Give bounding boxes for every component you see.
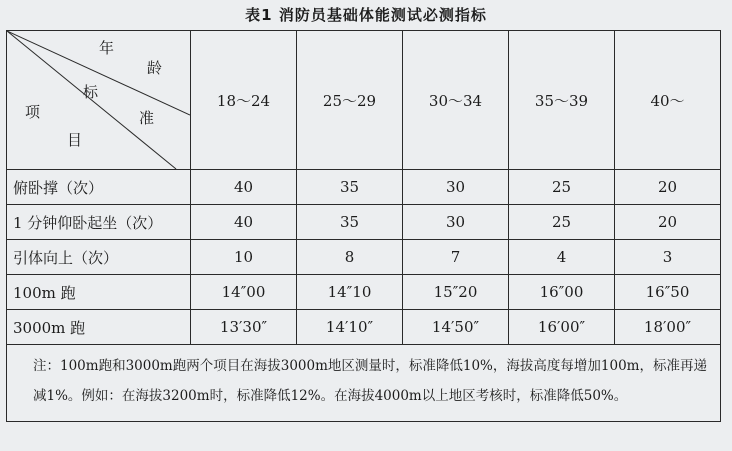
corner-age-char-1: 年 [99,39,115,57]
value-cell: 35 [297,205,403,240]
corner-item-char-2: 目 [67,131,83,149]
value-cell: 4 [509,240,615,275]
value-cell: 20 [615,170,721,205]
corner-standard-char-2: 准 [139,109,155,127]
note-row [7,345,721,422]
value-cell: 18′00″ [615,310,721,345]
table-row-sit-ups [7,205,721,240]
value-cell: 25 [509,170,615,205]
standards-grid [6,30,721,422]
value-cell: 7 [403,240,509,275]
value-cell: 14′50″ [403,310,509,345]
header-row [7,31,721,170]
value-cell: 16′00″ [509,310,615,345]
corner-header-cell [7,31,191,170]
item-label: 3000m 跑 [7,310,191,345]
age-header-18-24: 18～24 [191,31,297,170]
age-header-40-plus: 40～ [615,31,721,170]
corner-item-char-1: 项 [25,103,41,121]
value-cell: 40 [191,170,297,205]
table-row-100m-run [7,275,721,310]
item-label: 俯卧撑（次） [7,170,191,205]
value-cell: 30 [403,205,509,240]
value-cell: 40 [191,205,297,240]
table-row-pull-ups [7,240,721,275]
value-cell: 8 [297,240,403,275]
table-title: 表1 消防员基础体能测试必测指标 [245,6,487,24]
value-cell: 16″50 [615,275,721,310]
age-header-35-39: 35～39 [509,31,615,170]
table-row-3000m-run [7,310,721,345]
value-cell: 10 [191,240,297,275]
item-label: 引体向上（次） [7,240,191,275]
value-cell: 3 [615,240,721,275]
value-cell: 16″00 [509,275,615,310]
value-cell: 13′30″ [191,310,297,345]
value-cell: 25 [509,205,615,240]
value-cell: 14″10 [297,275,403,310]
table-row-push-ups [7,170,721,205]
value-cell: 15″20 [403,275,509,310]
value-cell: 14′10″ [297,310,403,345]
corner-age-char-2: 龄 [147,59,163,77]
item-label: 1 分钟仰卧起坐（次） [7,205,191,240]
age-header-30-34: 30～34 [403,31,509,170]
corner-standard-char-1: 标 [83,83,99,101]
value-cell: 30 [403,170,509,205]
fitness-standards-table [6,30,720,422]
value-cell: 14″00 [191,275,297,310]
table-note: 注：100m跑和3000m跑两个项目在海拔3000m地区测量时，标准降低10%，海拔高度每增加100m，标准再递减1%。例如：在海拔3200m时，标准降低12%。在海拔4000m以上地区考核时，标准降低50%。 [7,345,721,422]
age-header-25-29: 25～29 [297,31,403,170]
item-label: 100m 跑 [7,275,191,310]
value-cell: 20 [615,205,721,240]
value-cell: 35 [297,170,403,205]
